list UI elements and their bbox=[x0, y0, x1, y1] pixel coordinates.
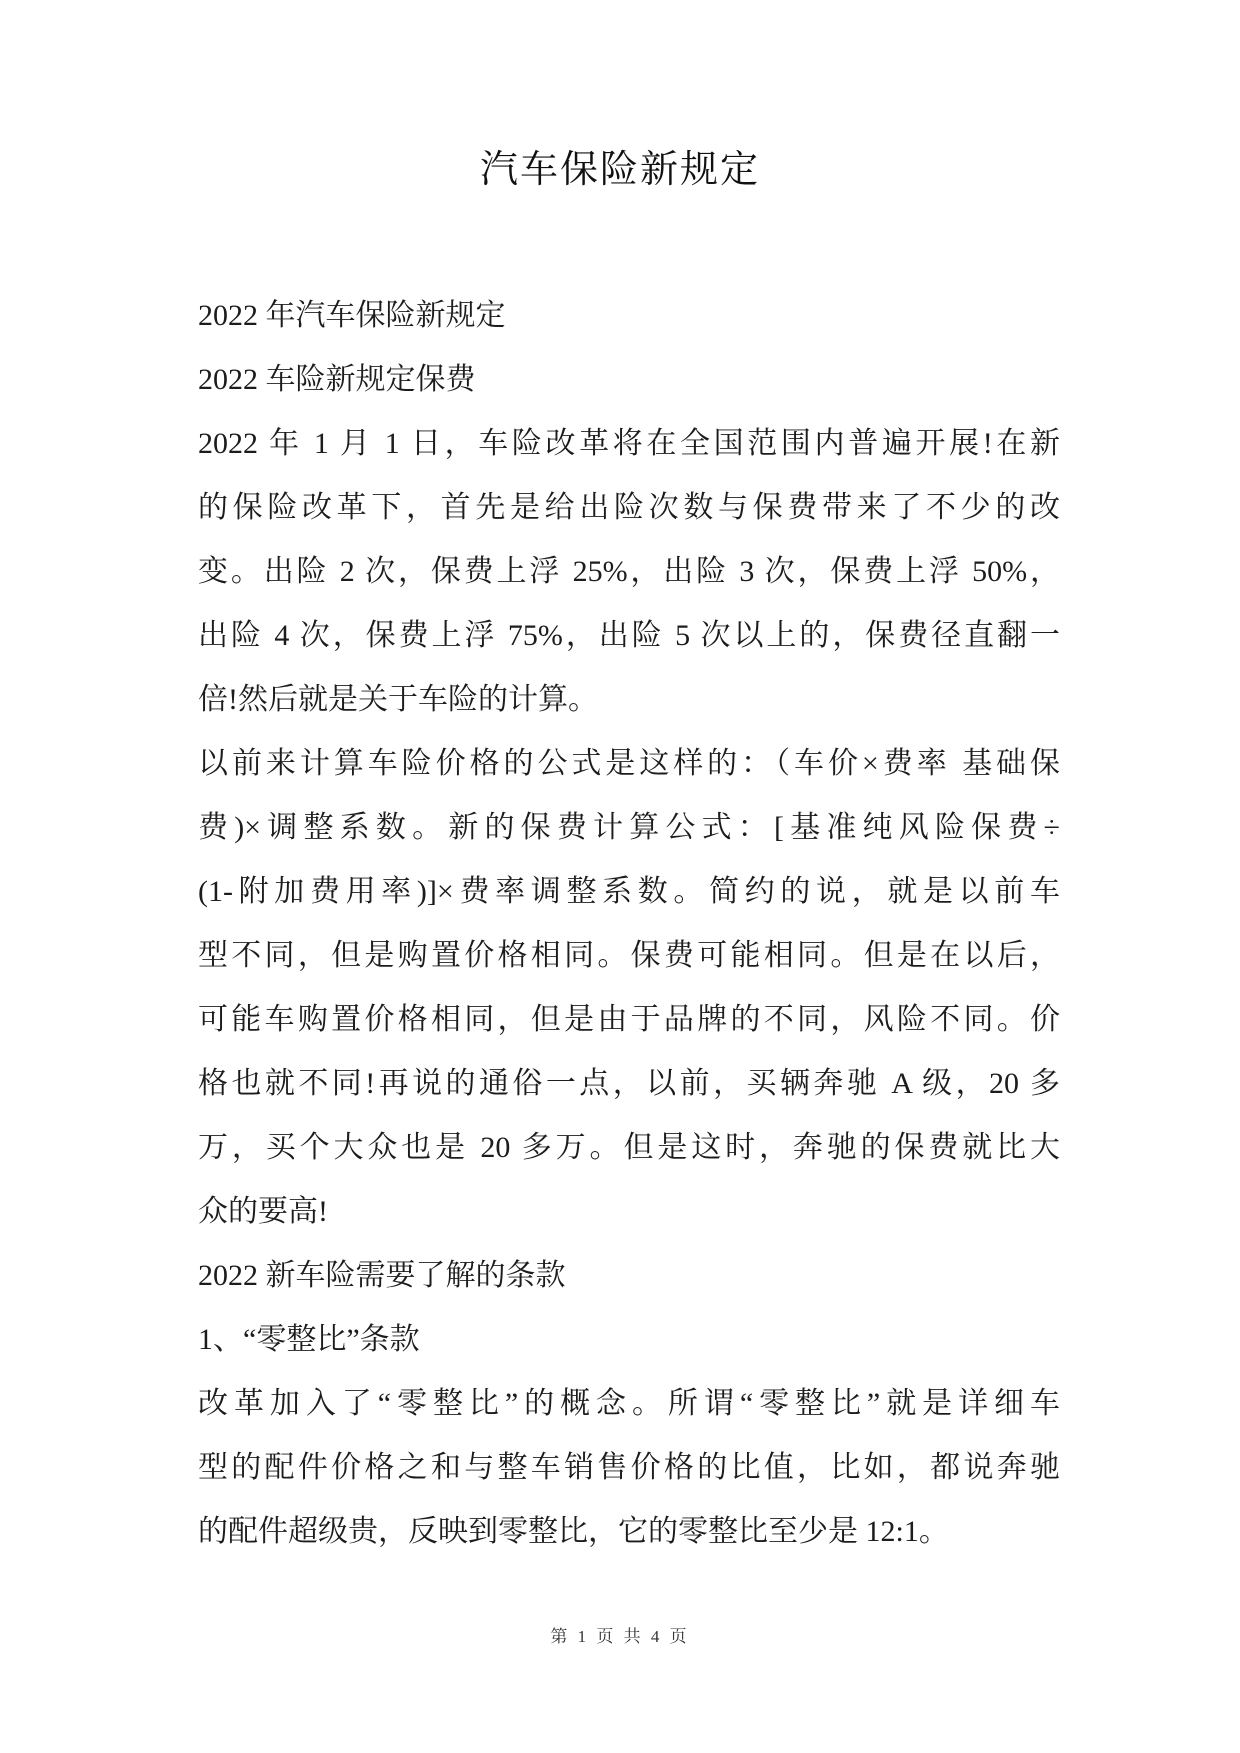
text-line: 万，买个大众也是 20 多万。但是这时，奔驰的保费就比大 bbox=[198, 1130, 1060, 1164]
text-line: 费)×调整系数。新的保费计算公式：[基准纯风险保费÷ bbox=[198, 810, 1060, 844]
text-line: 2022 新车险需要了解的条款 bbox=[198, 1258, 566, 1292]
text-line: 型不同，但是购置价格相同。保费可能相同。但是在以后， bbox=[198, 938, 1060, 972]
text-line: 2022 车险新规定保费 bbox=[198, 362, 476, 396]
text-line: 2022 年 1 月 1 日，车险改革将在全国范围内普遍开展!在新 bbox=[198, 426, 1060, 460]
text-line: (1-附加费用率)]×费率调整系数。简约的说，就是以前车 bbox=[198, 874, 1060, 908]
text-line: 变。出险 2 次，保费上浮 25%，出险 3 次，保费上浮 50%， bbox=[198, 554, 1060, 588]
text-line: 改革加入了“零整比”的概念。所谓“零整比”就是详细车 bbox=[198, 1386, 1060, 1420]
text-line: 可能车购置价格相同，但是由于品牌的不同，风险不同。价 bbox=[198, 1002, 1060, 1036]
document-title: 汽车保险新规定 bbox=[479, 149, 760, 191]
text-line: 以前来计算车险价格的公式是这样的：（车价×费率 基础保 bbox=[198, 746, 1060, 780]
text-line: 的配件超级贵，反映到零整比，它的零整比至少是 12:1。 bbox=[198, 1514, 949, 1548]
text-line: 1、“零整比”条款 bbox=[198, 1322, 420, 1356]
document-body bbox=[198, 284, 1060, 1564]
page-footer bbox=[0, 1622, 1240, 1647]
text-line: 众的要高! bbox=[198, 1194, 328, 1228]
page-number-text: 第 1 页 共 4 页 bbox=[550, 1627, 690, 1646]
text-line: 倍!然后就是关于车险的计算。 bbox=[198, 682, 598, 716]
text-line: 的保险改革下，首先是给出险次数与保费带来了不少的改 bbox=[198, 490, 1060, 524]
text-line: 2022 年汽车保险新规定 bbox=[198, 298, 506, 332]
text-line: 出险 4 次，保费上浮 75%，出险 5 次以上的，保费径直翻一 bbox=[198, 618, 1060, 652]
text-line: 型的配件价格之和与整车销售价格的比值，比如，都说奔驰 bbox=[198, 1450, 1060, 1484]
text-line: 格也就不同!再说的通俗一点，以前，买辆奔驰 A 级，20 多 bbox=[198, 1066, 1060, 1100]
